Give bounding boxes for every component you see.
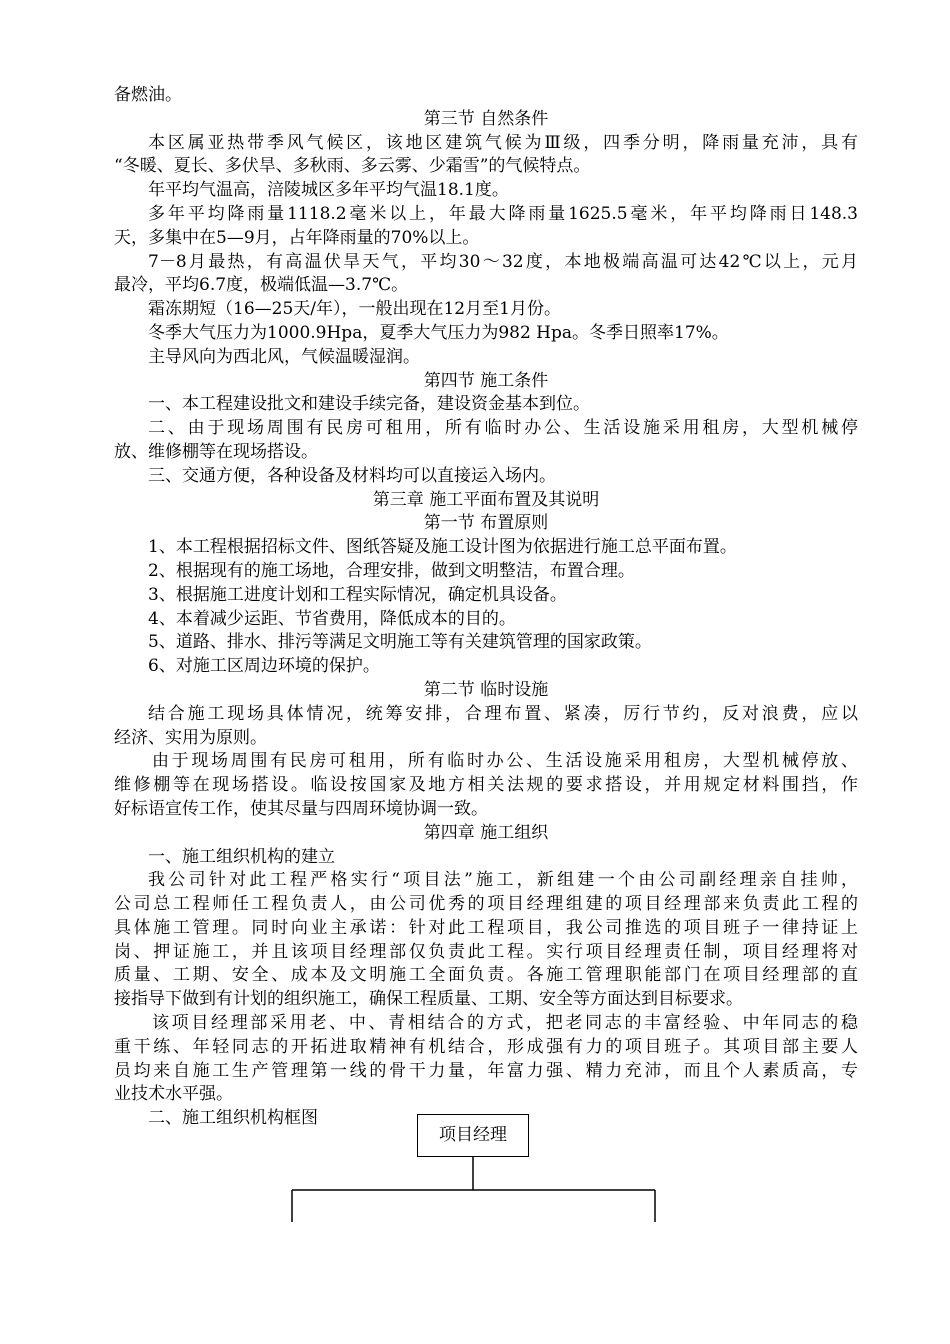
text-line: 年平均气温高，涪陵城区多年平均气温18.1度。 — [148, 180, 509, 201]
text-line: 放、维修棚等在现场搭设。 — [114, 441, 318, 462]
text-line: 最冷，平均6.7度，极端低温—3.7℃。 — [114, 275, 409, 296]
text-line: 一、施工组织机构的建立 — [148, 846, 335, 867]
text-line: 1、本工程根据招标文件、图纸答疑及施工设计图为依据进行施工总平面布置。 — [148, 537, 737, 558]
text-line: 经济、实用为原则。 — [114, 727, 267, 748]
section-heading: 第四章 施工组织 — [423, 822, 549, 843]
text-line: 质量、工期、安全、成本及文明施工全面负责。各施工管理职能部门在项目经理部的直 — [114, 965, 858, 986]
text-line: 备燃油。 — [114, 85, 182, 105]
text-line: 结合施工现场具体情况，统筹安排，合理布置、紧凑，厉行节约，反对浪费，应以 — [148, 703, 858, 724]
text-line: 岗、押证施工，并且该项目经理部仅负责此工程。实行项目经理责任制，项目经理将对 — [114, 941, 858, 962]
section-heading: 第二节 临时设施 — [423, 679, 549, 700]
text-line: 7－8月最热，有高温伏旱天气，平均30～32度，本地极端高温可达42℃以上，元月 — [148, 251, 858, 272]
section-heading: 第一节 布置原则 — [423, 513, 549, 534]
text-line: 一、本工程建设批文和建设手续完备，建设资金基本到位。 — [148, 394, 590, 415]
text-line: “冬暖、夏长、多伏旱、多秋雨、多云雾、少霜雪”的气候特点。 — [114, 156, 591, 177]
text-line: 本区属亚热带季风气候区，该地区建筑气候为Ⅲ级，四季分明，降雨量充沛，具有 — [148, 132, 858, 153]
text-line: 三、交通方便，各种设备及材料均可以直接运入场内。 — [148, 465, 556, 486]
text-line: 维修棚等在现场搭设。临设按国家及地方相关法规的要求搭设，并用规定材料围挡，作 — [114, 775, 858, 796]
text-line: 5、道路、排水、排污等满足文明施工等有关建筑管理的国家政策。 — [148, 632, 652, 653]
text-line: 该项目经理部采用老、中、青相结合的方式，把老同志的丰富经验、中年同志的稳 — [152, 1013, 858, 1034]
text-line: 公司总工程师任工程负责人，由公司优秀的项目经理组建的项目经理部来负责此工程的 — [114, 894, 858, 915]
text-line: 冬季大气压力为1000.9Hpa，夏季大气压力为982 Hpa。冬季日照率17%。 — [148, 322, 729, 343]
text-line: 6、对施工区周边环境的保护。 — [148, 656, 380, 677]
document-body — [114, 84, 858, 1131]
section-heading: 第四节 施工条件 — [423, 370, 549, 391]
section-heading: 第三节 自然条件 — [423, 108, 549, 129]
section-heading: 第三章 施工平面布置及其说明 — [372, 489, 600, 510]
org-chart-root-label: 项目经理 — [439, 1125, 507, 1145]
text-line: 3、根据施工进度计划和工程实际情况，确定机具设备。 — [148, 584, 567, 605]
text-line: 二、施工组织机构框图 — [148, 1108, 318, 1129]
text-line: 员均来自施工生产管理第一线的骨干力量，年富力强、精力充沛，而且个人素质高，专 — [114, 1060, 858, 1081]
text-line: 4、本着减少运距、节省费用，降低成本的目的。 — [148, 608, 516, 629]
text-line: 多年平均降雨量1118.2毫米以上，年最大降雨量1625.5毫米，年平均降雨日148.3 — [148, 203, 858, 224]
text-line: 好标语宣传工作，使其尽量与四周环境协调一致。 — [114, 798, 488, 819]
org-chart-root-box — [417, 1114, 529, 1157]
text-line: 2、根据现有的施工场地，合理安排，做到文明整洁，布置合理。 — [148, 560, 635, 581]
text-line: 天，多集中在5—9月，占年降雨量的70%以上。 — [114, 227, 480, 248]
text-line: 具体施工管理。同时向业主承诺：针对此工程项目，我公司推选的项目班子一律持证上 — [114, 917, 858, 938]
text-line: 重干练、年轻同志的开拓进取精神有机结合，形成强有力的项目班子。其项目部主要人 — [114, 1036, 858, 1057]
text-line: 接指导下做到有计划的组织施工，确保工程质量、工期、安全等方面达到目标要求。 — [114, 989, 743, 1010]
text-line: 主导风向为西北风，气候温暖湿润。 — [148, 346, 420, 367]
text-line: 二、由于现场周围有民房可租用，所有临时办公、生活设施采用租房，大型机械停 — [148, 418, 858, 439]
text-line: 我公司针对此工程严格实行“项目法”施工，新组建一个由公司副经理亲自挂帅， — [148, 870, 858, 891]
text-line: 业技术水平强。 — [114, 1084, 233, 1105]
text-line: 由于现场周围有民房可租用，所有临时办公、生活设施采用租房，大型机械停放、 — [152, 751, 858, 772]
text-line: 霜冻期短（16—25天/年），一般出现在12月至1月份。 — [148, 299, 561, 320]
